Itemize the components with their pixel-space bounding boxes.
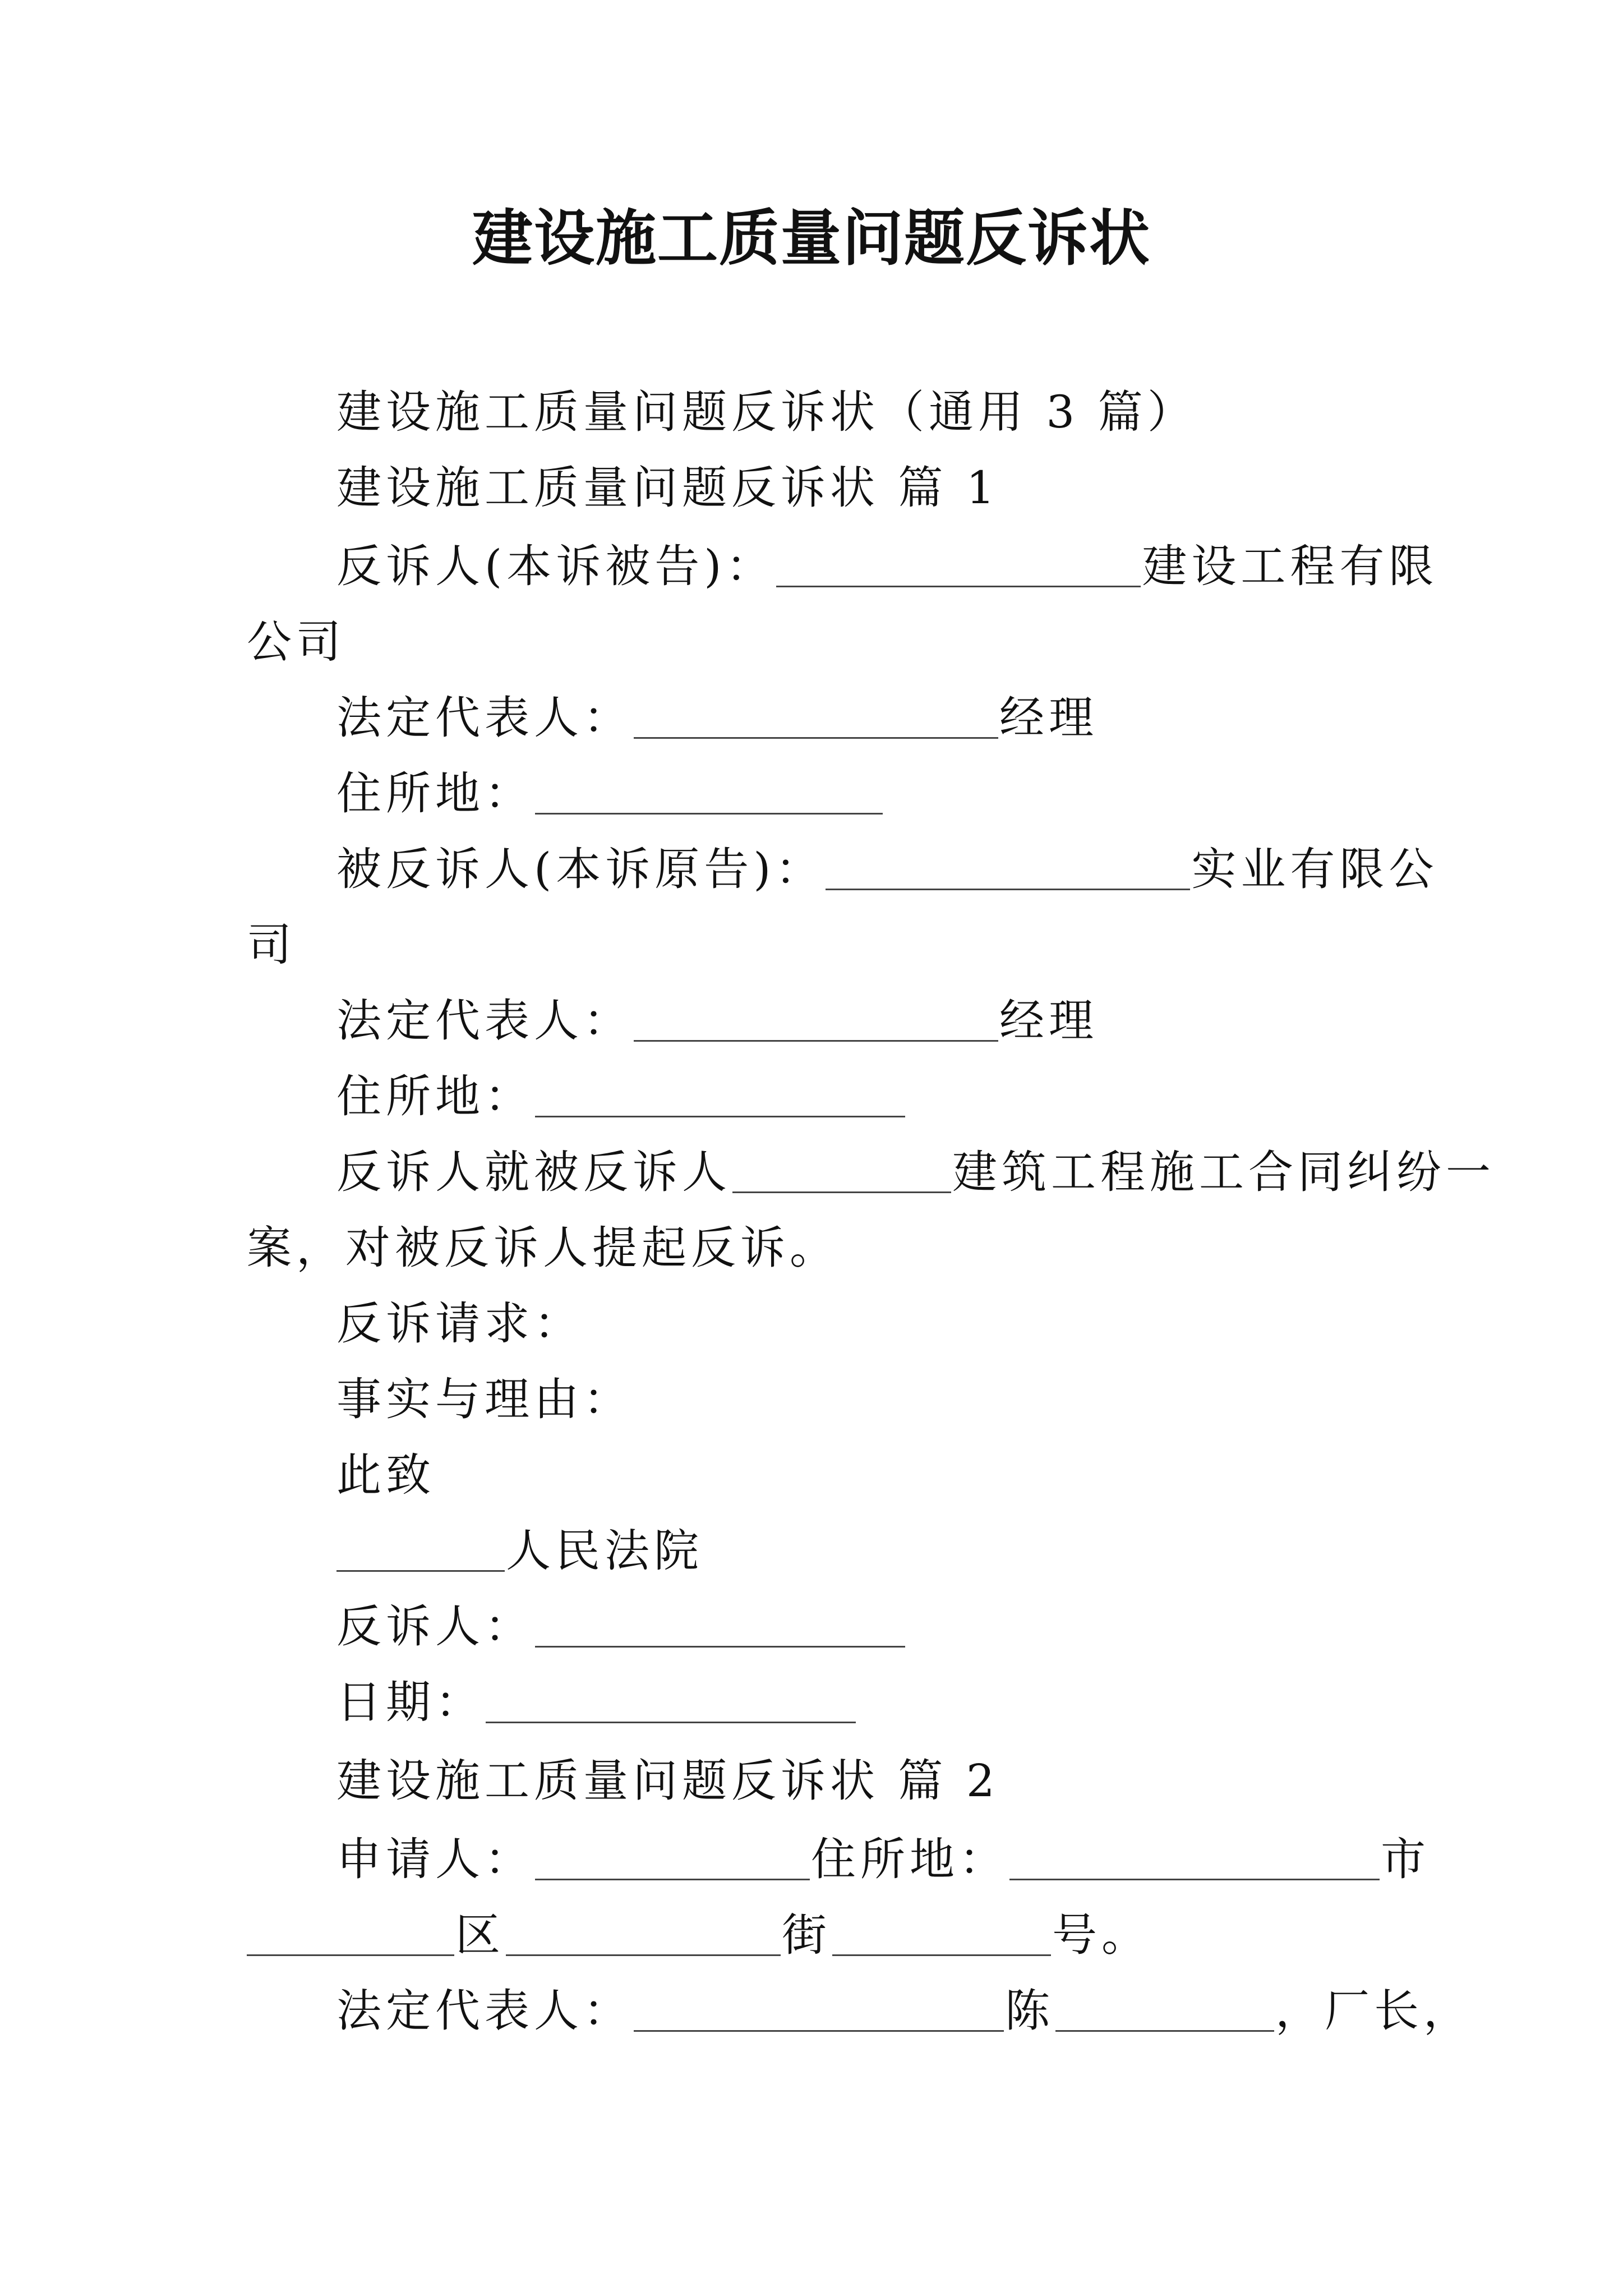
signer-line (336, 1596, 906, 1658)
applicant-address-label: 住所地： (811, 1833, 1008, 1885)
legal-rep2-label: 法定代表人： (336, 995, 633, 1047)
counter-defendant-blank (826, 848, 1190, 890)
document-title: 建设施工质量问题反诉状 (472, 203, 1151, 274)
court-suffix: 人民法院 (506, 1525, 703, 1577)
address2-blank (535, 1075, 905, 1117)
counter-plaintiff-continuation: 公司 (247, 616, 345, 668)
address-line (336, 763, 884, 825)
statement-blank (732, 1151, 951, 1193)
district-label: 区 (455, 1909, 505, 1961)
address2-line (336, 1066, 906, 1128)
date-label: 日期： (336, 1676, 485, 1728)
address2-label: 住所地： (336, 1070, 534, 1122)
applicant-line (336, 1829, 1430, 1890)
applicant-address-blank (1009, 1838, 1380, 1880)
counter-plaintiff-suffix: 建设工程有限 (1142, 540, 1438, 592)
counter-plaintiff-label: 反诉人(本诉被告)： (336, 540, 776, 592)
court-blank (336, 1530, 505, 1572)
statement-suffix: 建筑工程施工合同纠纷一 (952, 1146, 1495, 1198)
applicant-blank (535, 1838, 810, 1880)
document-subtitle: 建设施工质量问题反诉状（通用 3 篇） (336, 386, 1197, 438)
legal-rep2-blank (634, 1000, 998, 1042)
street-label: 街 (782, 1909, 831, 1961)
facts-label: 事实与理由： (336, 1373, 633, 1425)
street-blank (832, 1914, 1051, 1956)
signer-label: 反诉人： (336, 1600, 534, 1653)
legal-rep2-suffix: 经理 (999, 995, 1098, 1047)
legal-rep-suffix: 经理 (999, 692, 1098, 744)
counter-plaintiff-blank (776, 545, 1141, 587)
legal-rep-label: 法定代表人： (336, 692, 633, 744)
address-blank (535, 772, 883, 815)
statement-continuation: 案，对被反诉人提起反诉。 (247, 1222, 839, 1274)
city-blank (247, 1914, 454, 1956)
applicant-label: 申请人： (336, 1833, 534, 1885)
position-label: ，厂长， (1275, 1985, 1473, 2037)
number-label: 号。 (1052, 1909, 1151, 1961)
date-blank (486, 1681, 856, 1723)
part2-legal-rep-blank (634, 1990, 1004, 2032)
part1-heading: 建设施工质量问题反诉状 篇 1 (336, 462, 999, 514)
legal-rep-blank (634, 697, 998, 739)
statement-prefix: 反诉人就被反诉人 (336, 1146, 731, 1198)
address-label: 住所地： (336, 767, 534, 820)
city-label: 市 (1381, 1833, 1430, 1885)
surname-label: 陈 (1005, 1985, 1054, 2037)
counter-defendant-continuation: 司 (247, 919, 296, 971)
part2-heading: 建设施工质量问题反诉状 篇 2 (336, 1755, 999, 1807)
district-blank (506, 1914, 781, 1956)
court-line (336, 1520, 703, 1582)
counter-plaintiff-line (336, 536, 1438, 597)
statement-line (336, 1142, 1495, 1203)
legal-rep-line (336, 687, 1098, 749)
salutation: 此致 (336, 1449, 435, 1501)
signer-blank (535, 1605, 905, 1648)
counter-defendant-label: 被反诉人(本诉原告)： (336, 843, 825, 895)
legal-rep2-line (336, 990, 1098, 1052)
counter-defendant-suffix: 实业有限公 (1191, 843, 1438, 895)
counter-defendant-line (336, 839, 1438, 900)
part2-legal-rep-label: 法定代表人： (336, 1985, 633, 2037)
part2-legal-rep-line (336, 1980, 1473, 2042)
surname-blank (1055, 1990, 1274, 2032)
date-line (336, 1672, 857, 1733)
claims-label: 反诉请求： (336, 1297, 583, 1350)
address-detail-line (247, 1904, 1151, 1966)
